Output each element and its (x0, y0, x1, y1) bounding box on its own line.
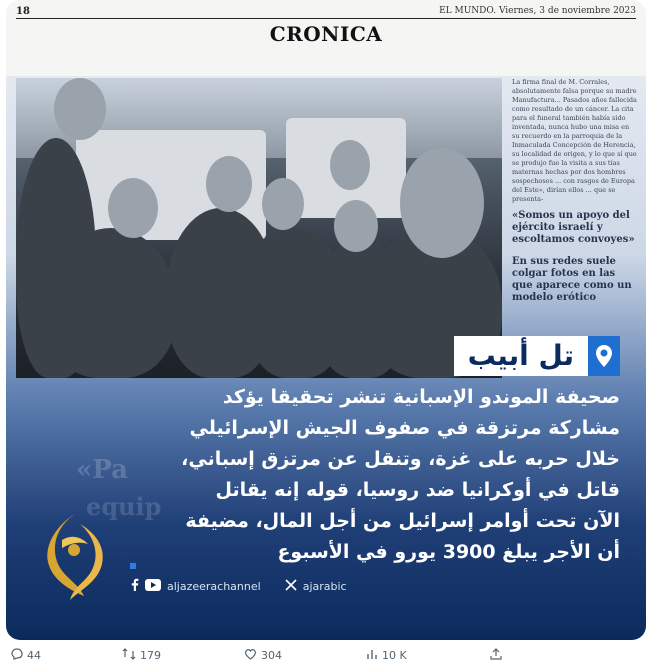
social-handles (130, 578, 347, 594)
reply-count: 44 (27, 649, 41, 662)
pull-quote: «Somos un apoyo del ejército israelí y escoltamos convoyes» (512, 210, 635, 245)
x-logo-icon (285, 579, 297, 594)
newspaper-date-line: EL MUNDO. Viernes, 3 de noviembre 2023 (439, 6, 636, 16)
social-handle-primary: aljazeerachannel (167, 579, 261, 593)
photo-face (262, 178, 304, 230)
photo-face (400, 148, 484, 258)
newspaper-header (6, 0, 646, 76)
share-icon (490, 648, 502, 663)
pull-quote-secondary: En sus redes suele colgar fotos en las que aparece como un modelo erótico (512, 256, 632, 303)
headline-body (36, 382, 620, 568)
like-count: 304 (261, 649, 282, 662)
views-indicator[interactable] (366, 648, 407, 663)
repost-button[interactable] (122, 648, 161, 663)
photo-face (330, 140, 370, 190)
repost-count: 179 (140, 649, 161, 662)
reply-icon (10, 648, 23, 663)
tweet-action-bar (0, 648, 650, 660)
social-handle-secondary: ajarabic (302, 579, 347, 593)
location-pin-icon (588, 336, 620, 376)
share-button[interactable] (490, 648, 502, 663)
location-tag (454, 336, 620, 376)
tweet-image-card[interactable] (6, 0, 646, 640)
photo-face (108, 178, 158, 238)
column-body-text: La firma final de M. Corrales, absolutamente falsa porque su madre Manufactura... Pasados años fallecida como resultado de un cáncer. La cita para el funeral también había sido inventada, nunca hubo una misa en su recuerdo en la parroquia de la Inmaculada Concepción de Herencia, su localidad de origen, y lo que sí que se produjo fue la visita a sus tías maternas hechas por dos hombres sospechosos ... con rasgos de Europa del Este», dirían ellos ... que se presenta- (512, 78, 637, 203)
youtube-icon (145, 579, 161, 594)
soldiers-photo (16, 78, 502, 378)
photo-face (206, 156, 252, 212)
photo-face (334, 200, 378, 252)
newspaper-column (512, 78, 638, 328)
facebook-icon (130, 578, 139, 594)
photo-person (46, 228, 176, 378)
view-count: 10 K (382, 649, 407, 662)
page-number: 18 (16, 6, 30, 17)
body-line: خلال حربه على غزة، وتنقل عن مرتزق إسباني، (181, 448, 620, 470)
location-label: تل أبيب (454, 336, 588, 376)
heart-icon (244, 648, 257, 663)
bar-chart-icon (366, 648, 378, 663)
body-line: قاتل في أوكرانيا ضد روسيا، قوله إنه يقاتل (215, 479, 620, 501)
faded-headline-2: equip (86, 492, 162, 521)
accent-square (130, 563, 136, 569)
repost-icon (122, 648, 136, 663)
body-line: مشاركة مرتزقة في صفوف الجيش الإسرائيلي (189, 417, 620, 439)
reply-button[interactable] (10, 648, 41, 663)
photo-face (54, 78, 106, 140)
body-line: الآن تحت أوامر إسرائيل من أجل المال، مضيفة (185, 510, 620, 532)
like-button[interactable] (244, 648, 282, 663)
newspaper-masthead: CRONICA (269, 22, 383, 46)
faded-headline: «Pa (76, 455, 128, 485)
body-line: أن الأجر يبلغ 3900 يورو في الأسبوع (277, 541, 620, 563)
body-line: صحيفة الموندو الإسبانية تنشر تحقيقا يؤكد (222, 386, 620, 408)
header-rule (16, 18, 636, 19)
aljazeera-logo (40, 510, 110, 605)
